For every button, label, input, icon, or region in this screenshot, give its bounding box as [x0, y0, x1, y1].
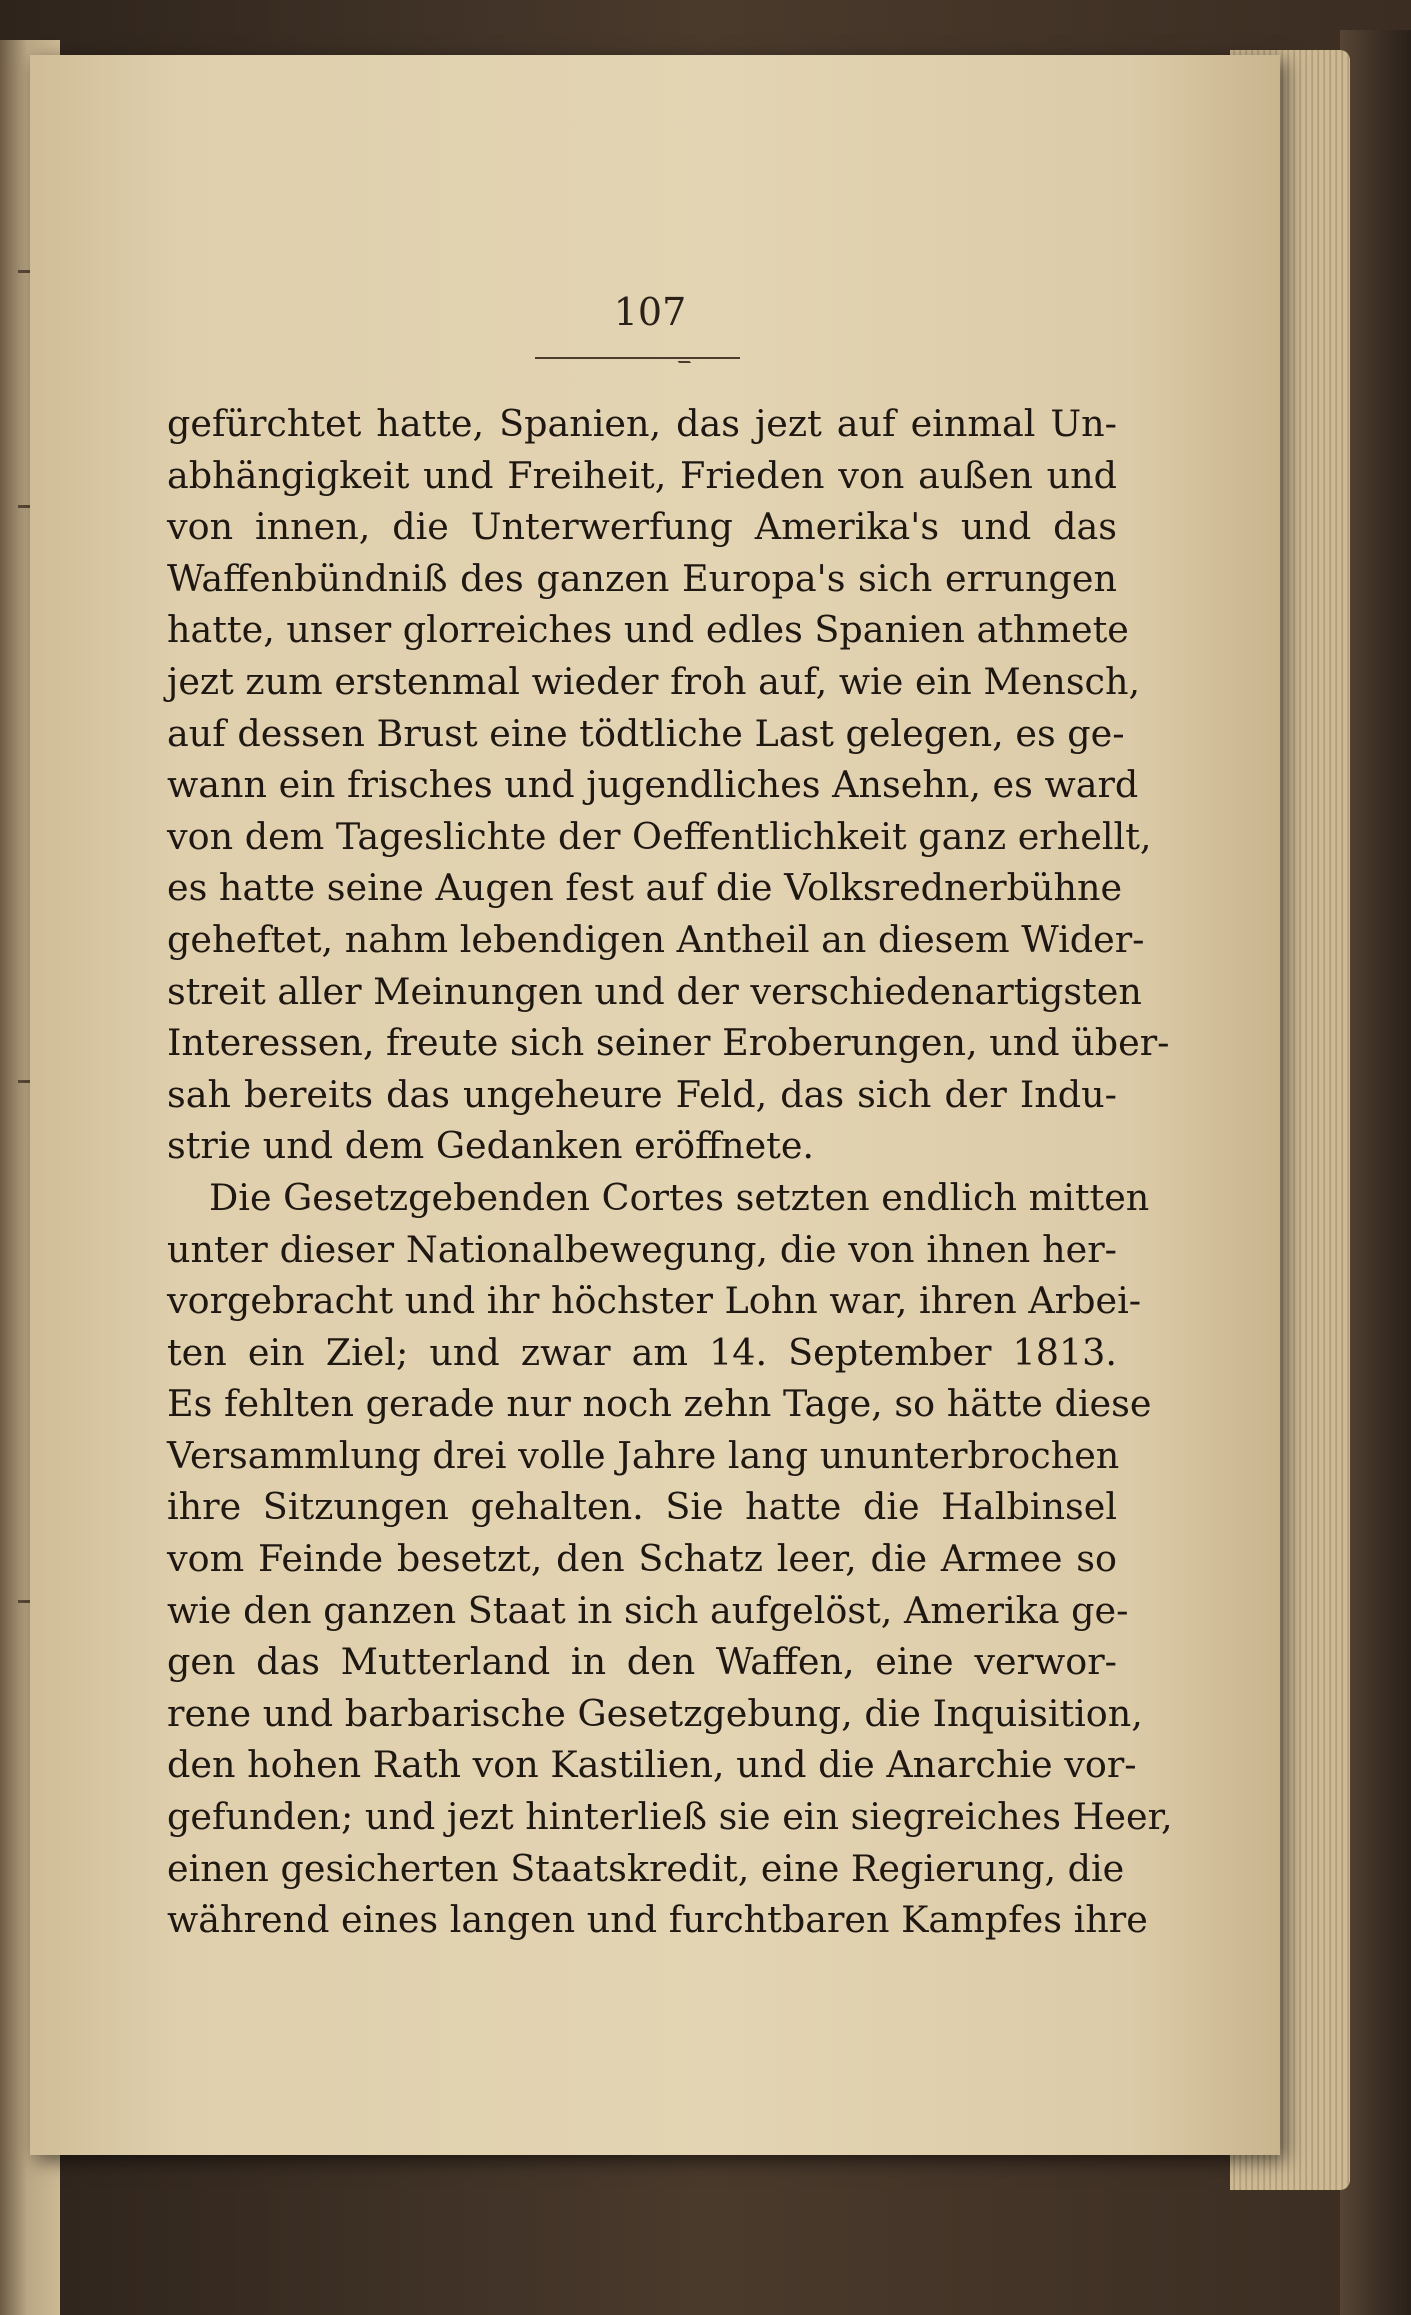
text-line: hatte, unser glorreiches und edles Spanien athmete — [167, 608, 1129, 652]
text-line: von dem Tageslichte der Oeffentlichkeit ganz erhellt, — [167, 814, 1152, 858]
text-line: es hatte seine Augen fest auf die Volksrednerbühne — [167, 866, 1123, 910]
text-line: streit aller Meinungen und der verschiedenartigsten — [167, 969, 1142, 1013]
text-line: Versammlung drei volle Jahre lang ununterbrochen — [167, 1433, 1120, 1477]
text-line: Waffenbündniß des ganzen Europa's sich errungen — [167, 556, 1117, 600]
text-line: abhängigkeit und Freiheit, Frieden von außen und — [167, 453, 1117, 497]
text-line: ten ein Ziel; und zwar am 14. September 1813. — [167, 1330, 1117, 1374]
text-line: rene und barbarische Gesetzgebung, die Inquisition, — [167, 1691, 1143, 1735]
book-cover-edge — [1340, 30, 1411, 2315]
text-line: gen das Mutterland in den Waffen, eine verwor- — [167, 1640, 1117, 1684]
text-line: unter dieser Nationalbewegung, die von ihnen her- — [167, 1227, 1117, 1271]
text-line: gefürchtet hatte, Spanien, das jezt auf einmal Un- — [167, 402, 1117, 445]
book-page — [30, 55, 1280, 2155]
text-line: wann ein frisches und jugendliches Ansehn, es ward — [167, 763, 1139, 807]
text-line: wie den ganzen Staat in sich aufgelöst, Amerika ge- — [167, 1588, 1129, 1632]
text-line: jezt zum erstenmal wieder froh auf, wie ein Mensch, — [167, 659, 1141, 703]
text-line: den hohen Rath von Kastilien, und die Anarchie vor- — [167, 1743, 1137, 1787]
text-line: einen gesicherten Staatskredit, eine Regierung, die — [167, 1846, 1125, 1890]
page-number: 107 — [613, 290, 687, 334]
text-line: während eines langen und furchtbaren Kampfes ihre — [167, 1898, 1148, 1942]
text-line: ihre Sitzungen gehalten. Sie hatte die Halbinsel — [167, 1485, 1117, 1529]
text-line: Die Gesetzgebenden Cortes setzten endlich mitten — [209, 1175, 1150, 1219]
text-line: Es fehlten gerade nur noch zehn Tage, so hätte diese — [167, 1382, 1152, 1426]
header-rule — [535, 357, 740, 359]
text-line: vom Feinde besetzt, den Schatz leer, die Armee so — [167, 1537, 1117, 1581]
text-line: geheftet, nahm lebendigen Antheil an diesem Wider- — [167, 917, 1145, 961]
text-line: Interessen, freute sich seiner Eroberungen, und über- — [167, 1021, 1170, 1065]
text-line: strie und dem Gedanken eröffnete. — [167, 1124, 815, 1168]
text-line: auf dessen Brust eine tödtliche Last gelegen, es ge- — [167, 711, 1125, 755]
text-line: vorgebracht und ihr höchster Lohn war, ihren Arbei- — [167, 1279, 1142, 1323]
text-line: gefunden; und jezt hinterließ sie ein siegreiches Heer, — [167, 1795, 1173, 1839]
text-line: sah bereits das ungeheure Feld, das sich der Indu- — [167, 1072, 1117, 1116]
text-line: von innen, die Unterwerfung Amerika's und das — [167, 505, 1117, 549]
body-text — [167, 398, 1173, 1946]
